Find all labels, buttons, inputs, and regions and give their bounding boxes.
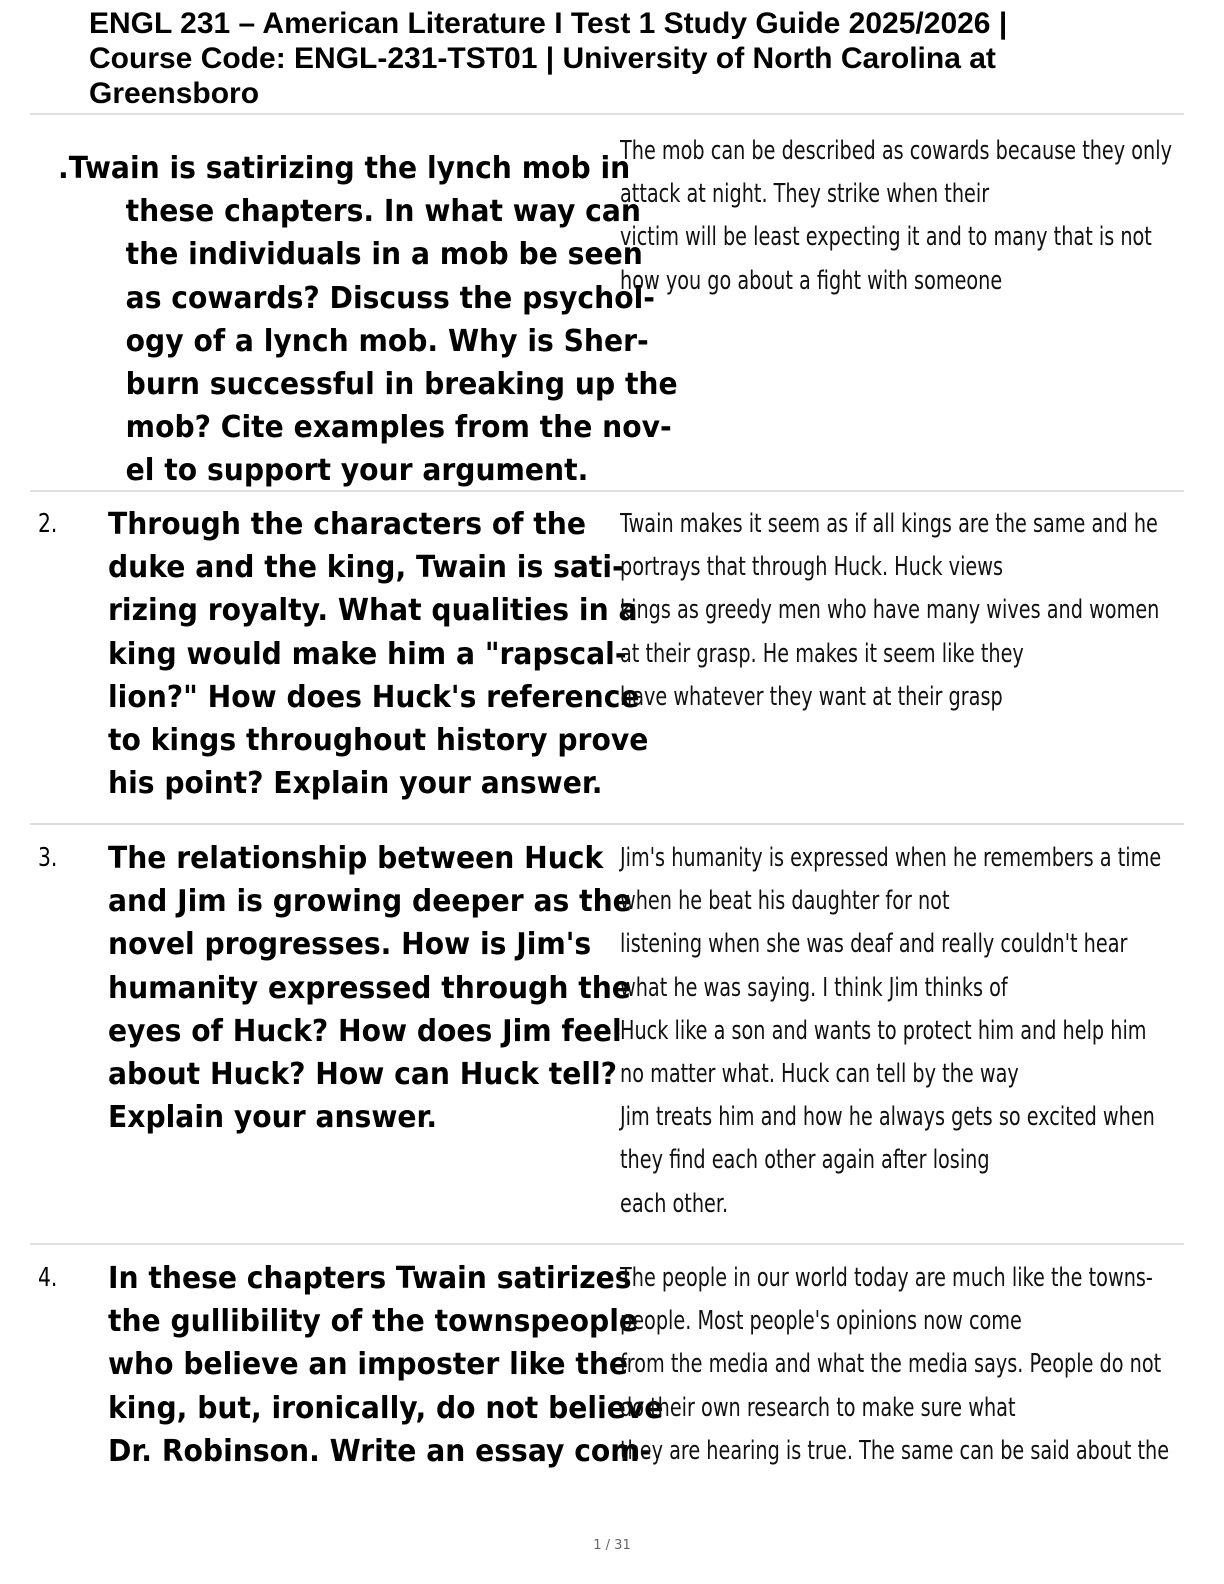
answer-4: The people in our world today are much like the towns- people. Most people's opinions now come from the media and what the media says. People do not do their own research to make sure what they are hearing is true. The same can be said about the [620, 1263, 1170, 1466]
divider [30, 823, 1184, 825]
title-line-3: Greensboro [89, 77, 260, 110]
answer-2: Twain makes it seem as if all kings are the same and he portrays that through Huck. Huck views kings as greedy men who have many wives and women at their grasp. He makes it seem like they have whatever they want at their grasp [620, 509, 1160, 712]
question-number: . [58, 151, 69, 186]
divider [30, 490, 1184, 492]
question-number: 3. [38, 843, 58, 873]
question-number: 4. [38, 1263, 58, 1293]
document-title [89, 6, 1089, 111]
divider [30, 113, 1184, 115]
question-3: The relationship between Huck and Jim is growing deeper as the novel progresses. How is Jim's humanity expressed through the eyes of Huck? How does Jim feel about Huck? How can Huck tell? Explain your answer. [108, 841, 632, 1136]
question-4: In these chapters Twain satirizes the gullibility of the townspeople who believe an imposter like the king, but, ironically, do not believe Dr. Robinson. Write an essay com- [108, 1261, 664, 1469]
divider [30, 1243, 1184, 1245]
answer-1: The mob can be described as cowards because they only attack at night. They strike when their victim will be least expecting it and to many that is not how you go about a fight with someone [620, 136, 1172, 296]
answer-3: Jim's humanity is expressed when he remembers a time when he beat his daughter for not listening when she was deaf and really couldn't hear what he was saying. I think Jim thinks of Huck like a son and wants to protect him and help him no matter what. Huck can tell by the way Jim treats him and how he always gets so excited when they find each other again after losing each other. [620, 843, 1162, 1219]
question-2: Through the characters of the duke and the king, Twain is sati- rizing royalty. What qualities in a king would make him a "rapscal- lion?" How does Huck's reference to kings throughout history prove his point? Explain your answer. [108, 507, 649, 802]
page-indicator: 1 / 31 [593, 1538, 631, 1553]
question-number: 2. [38, 509, 58, 539]
question-1: .Twain is satirizing the lynch mob in these chapters. In what way can the individuals in a mob be seen as cowards? Discuss the psychol- ogy of a lynch mob. Why is Sher- burn successful in breaking up the mob? Cite examples from the nov- el to support your argument. [58, 151, 678, 489]
title-line-2: Course Code: ENGL-231-TST01 | University of North Carolina at [89, 42, 996, 75]
title-line-1: ENGL 231 – American Literature I Test 1 Study Guide 2025/2026 | [89, 7, 1008, 40]
